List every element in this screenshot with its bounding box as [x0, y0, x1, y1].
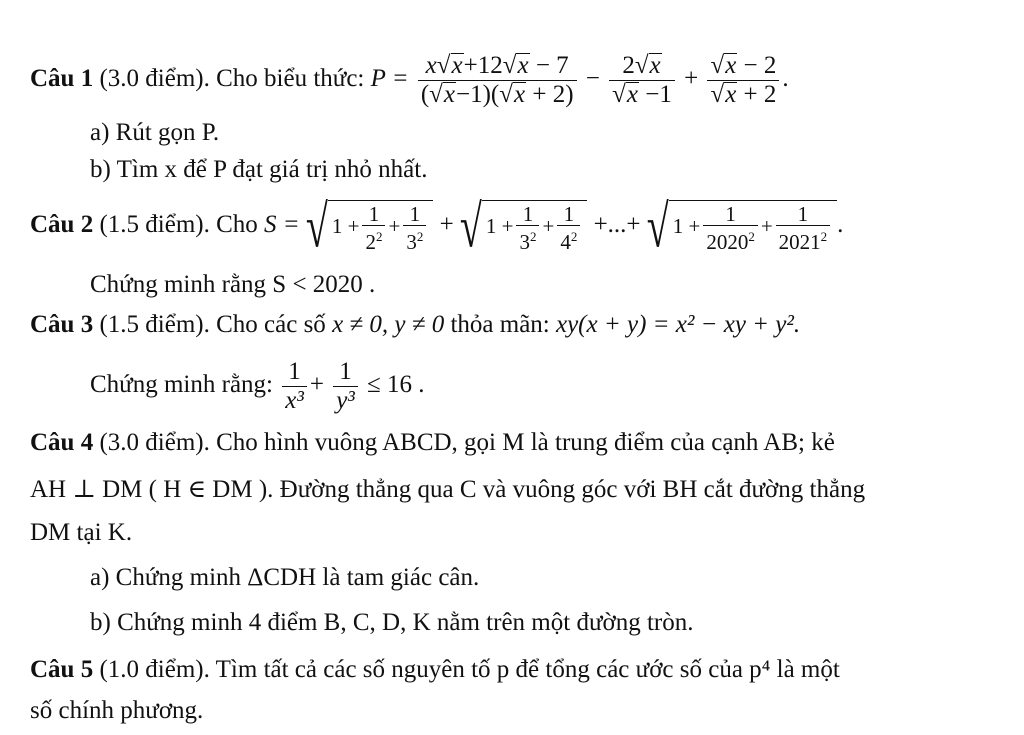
q1-frac2: $\frac{2√x}{√x -1}$	[609, 52, 675, 109]
q4-label: Câu 4	[30, 429, 94, 456]
q1-part-b: b) Tìm x để P đạt giá trị nhỏ nhất.	[90, 156, 428, 183]
q2-root2: √ 1 + $\frac{1}{3^2}$ + $\frac{1}{4^2}$	[460, 200, 587, 253]
q2-prove: Chứng minh rằng S < 2020 .	[90, 271, 376, 298]
q2-root3: √ 1 + $\frac{1}{2020^2}$ + $\frac{1}{2021^2}$	[647, 200, 837, 253]
q4-line3: DM tại K.	[30, 519, 133, 546]
q2-points: (1.5 điểm). Cho	[93, 211, 265, 239]
q1-frac3: $\frac{√x - 2}{√x + 2}$	[707, 52, 779, 109]
q4-part-a: a) Chứng minh ΔCDH là tam giác cân.	[90, 564, 480, 591]
q1-label: Câu 1	[30, 65, 94, 93]
q5-label: Câu 5	[30, 656, 94, 683]
q1-points: (3.0 điểm). Cho biểu thức:	[93, 65, 371, 93]
q3-label: Câu 3	[30, 311, 94, 338]
q3-line: Câu 3 (1.5 điểm). Cho các số x ≠ 0, y ≠ 0 thỏa mãn: xy(x + y) = x² − xy + y².	[30, 311, 801, 338]
q5-line2: số chính phương.	[30, 697, 204, 724]
q2-line: Câu 2 (1.5 điểm). Cho S = √ 1 + $\frac{1}{2^2}$ + $\frac{1}{3^2}$ + √ 1 + $\frac{1}{3^2}$ + $\frac{1}{4^2}$ +...+ √ 1 + $\frac{1}{2020^2}$ + $\frac{1}{2021^2}$ .	[30, 192, 844, 260]
q1-line: Câu 1 (3.0 điểm). Cho biểu thức: P = $\frac{x√x+12√x - 7}{(√x-1)(√x + 2)}$ − $\frac{2√x}{√x -1}$ + $\frac{√x - 2}{√x + 2}$ .	[30, 52, 789, 108]
q1-P: P =	[370, 65, 409, 93]
q2-label: Câu 2	[30, 211, 94, 239]
q2-root1: √ 1 + $\frac{1}{2^2}$ + $\frac{1}{3^2}$	[306, 200, 433, 253]
q4-line2: AH ⊥ DM ( H ∈ DM ). Đường thẳng qua C và vuông góc với BH cắt đường thẳng	[30, 476, 866, 503]
q2-S: S =	[264, 211, 300, 239]
q5-line1: Câu 5 (1.0 điểm). Tìm tất cả các số nguyên tố p để tổng các ước số của p⁴ là một	[30, 656, 840, 683]
q3-prove-line: Chứng minh rằng: $\frac{1}{\text{x³}}$ + $\frac{1}{\text{y³}}$ ≤ 16 .	[90, 358, 425, 414]
q1-part-a: a) Rút gọn P.	[90, 119, 220, 146]
q1-frac1: $\frac{x√x+12√x - 7}{(√x-1)(√x + 2)}$	[418, 52, 577, 109]
q4-line1: Câu 4 (3.0 điểm). Cho hình vuông ABCD, gọi M là trung điểm của cạnh AB; kẻ	[30, 429, 835, 456]
q4-part-b: b) Chứng minh 4 điểm B, C, D, K nằm trên một đường tròn.	[90, 609, 694, 636]
